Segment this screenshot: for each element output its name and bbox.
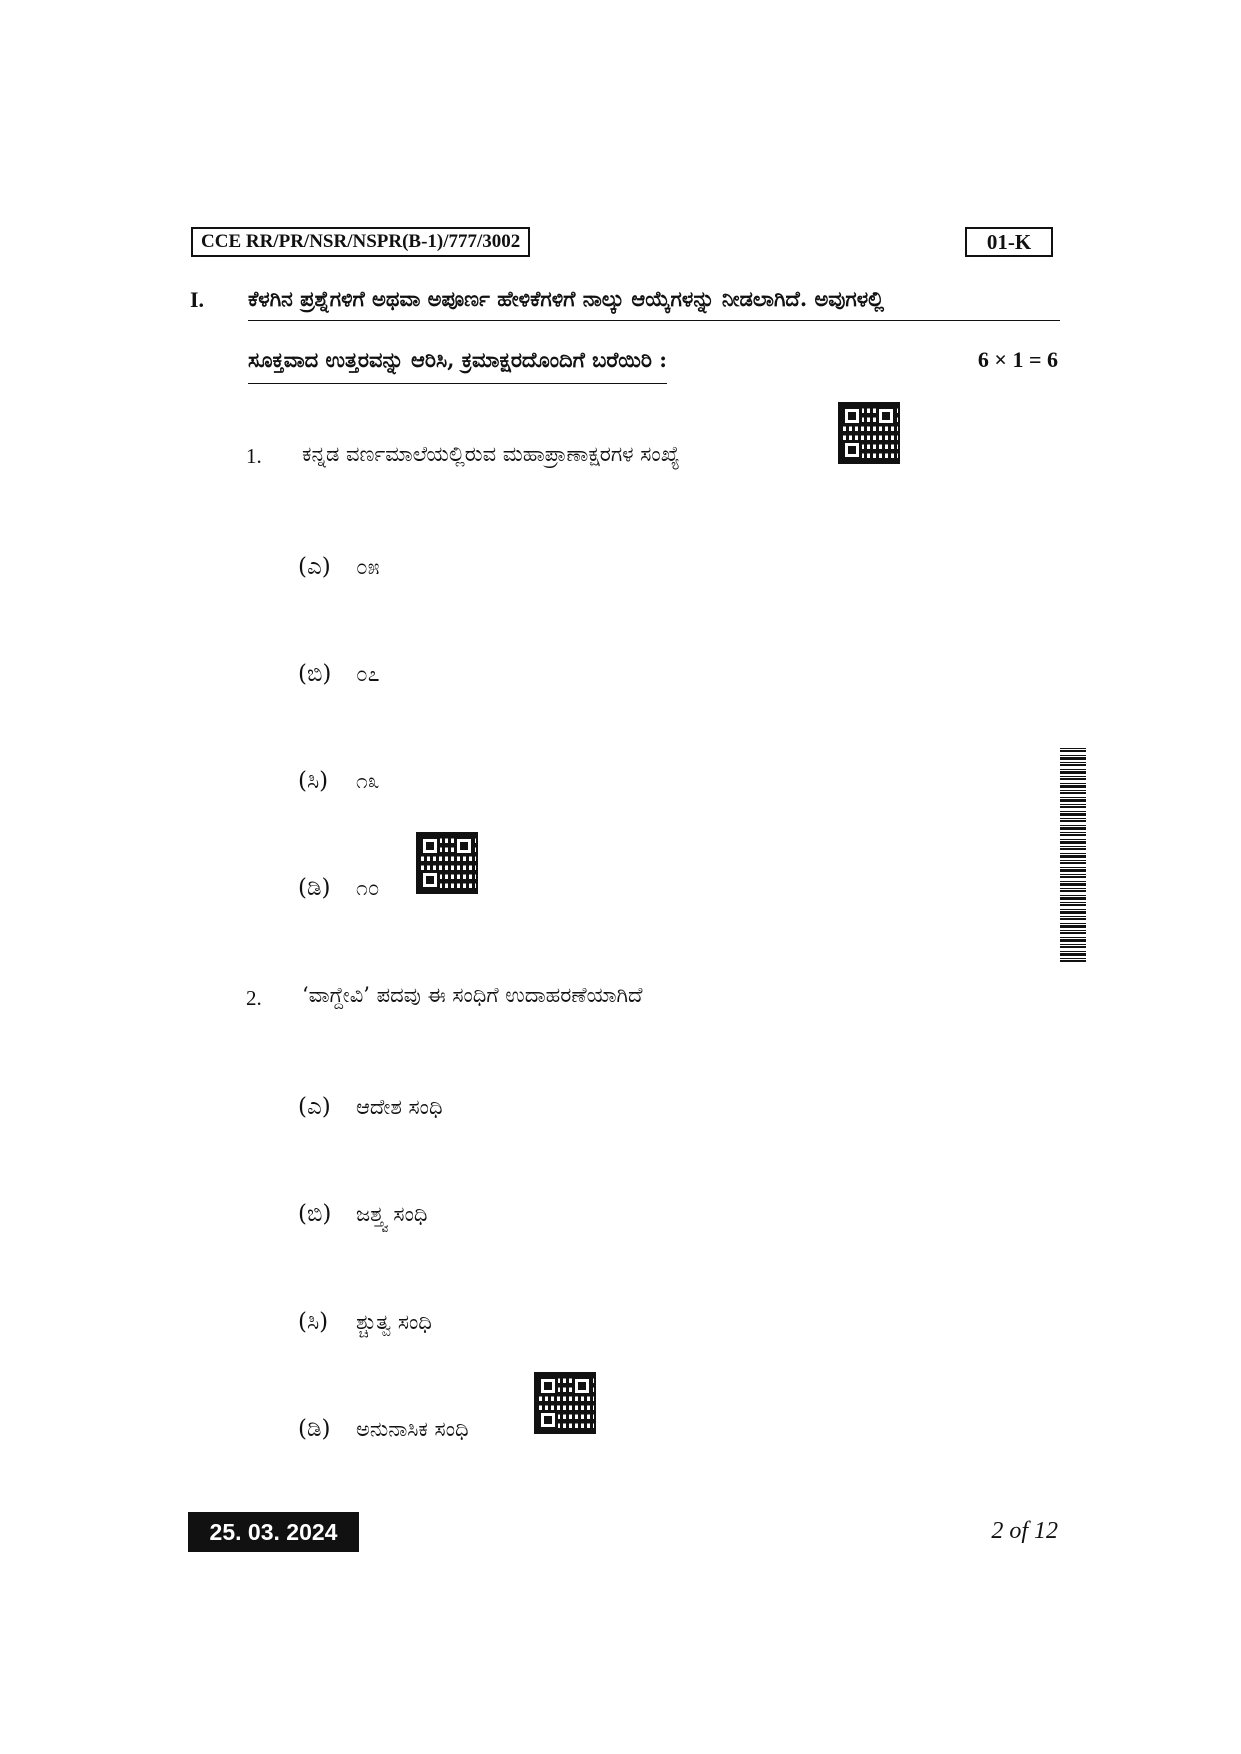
option-label: (ಡಿ) [298,1416,331,1442]
section-instruction-line1: ಕೆಳಗಿನ ಪ್ರಶ್ನೆಗಳಿಗೆ ಅಥವಾ ಅಪೂರ್ಣ ಹೇಳಿಕೆಗಳಿಗೆ ನಾಲ್ಕು ಆಯ್ಕೆಗಳನ್ನು ನೀಡಲಾಗಿದೆ. ಅವುಗಳಲ್ಲಿ [248,284,1060,321]
option-label: (ಸಿ) [298,1309,329,1335]
option-label: (ಡಿ) [298,875,331,901]
qr-code-icon [838,402,900,464]
option-label: (ಎ) [298,1094,331,1120]
option-text: ಶ್ಚುತ್ವ ಸಂಧಿ [356,1310,432,1334]
option-label: (ಬಿ) [298,661,332,687]
exam-date: 25. 03. 2024 [188,1512,359,1552]
subject-code: 01-K [965,227,1053,257]
question-1-text: ಕನ್ನಡ ವರ್ಣಮಾಲೆಯಲ್ಲಿರುವ ಮಹಾಪ್ರಾಣಾಕ್ಷರಗಳ ಸಂಖ್ಯೆ [302,442,680,466]
question-1-number: 1. [246,444,262,468]
option-label: (ಸಿ) [298,768,329,794]
question-1-option-d [298,871,380,905]
option-text: ಅನುನಾಸಿಕ ಸಂಧಿ [356,1417,469,1441]
question-2-option-d [298,1412,469,1446]
option-text: ೧೩ [356,769,380,793]
page-number: 2 of 12 [991,1518,1058,1544]
paper-code: CCE RR/PR/NSR/NSPR(B-1)/777/3002 [191,227,530,257]
question-2-option-c [298,1305,432,1339]
option-text: ಜಶ್ತ್ವ ಸಂಧಿ [356,1202,428,1226]
section-marks: 6 × 1 = 6 [977,347,1058,372]
option-label: (ಎ) [298,554,331,580]
question-1-option-b [298,657,380,691]
question-2-text: ‘ವಾಗ್ದೇವಿ’ ಪದವು ಈ ಸಂಧಿಗೆ ಉದಾಹರಣೆಯಾಗಿದೆ [302,983,643,1007]
question-2-option-a [298,1090,443,1124]
question-1-option-a [298,550,380,584]
barcode-icon [1060,748,1086,962]
option-text: ೦೫ [356,555,380,579]
option-label: (ಬಿ) [298,1201,332,1227]
qr-code-icon [534,1372,596,1434]
option-text: ೧೦ [356,876,380,900]
question-1-option-c [298,764,380,798]
section-number: I. [190,287,205,312]
option-text: ೦೭ [356,662,380,686]
section-instruction-line2: ಸೂಕ್ತವಾದ ಉತ್ತರವನ್ನು ಆರಿಸಿ, ಕ್ರಮಾಕ್ಷರದೊಂದಿಗೆ ಬರೆಯಿರಿ : [248,345,667,384]
option-text: ಆದೇಶ ಸಂಧಿ [356,1095,443,1119]
qr-code-icon [416,832,478,894]
question-2-number: 2. [246,986,262,1010]
question-2-option-b [298,1197,427,1231]
